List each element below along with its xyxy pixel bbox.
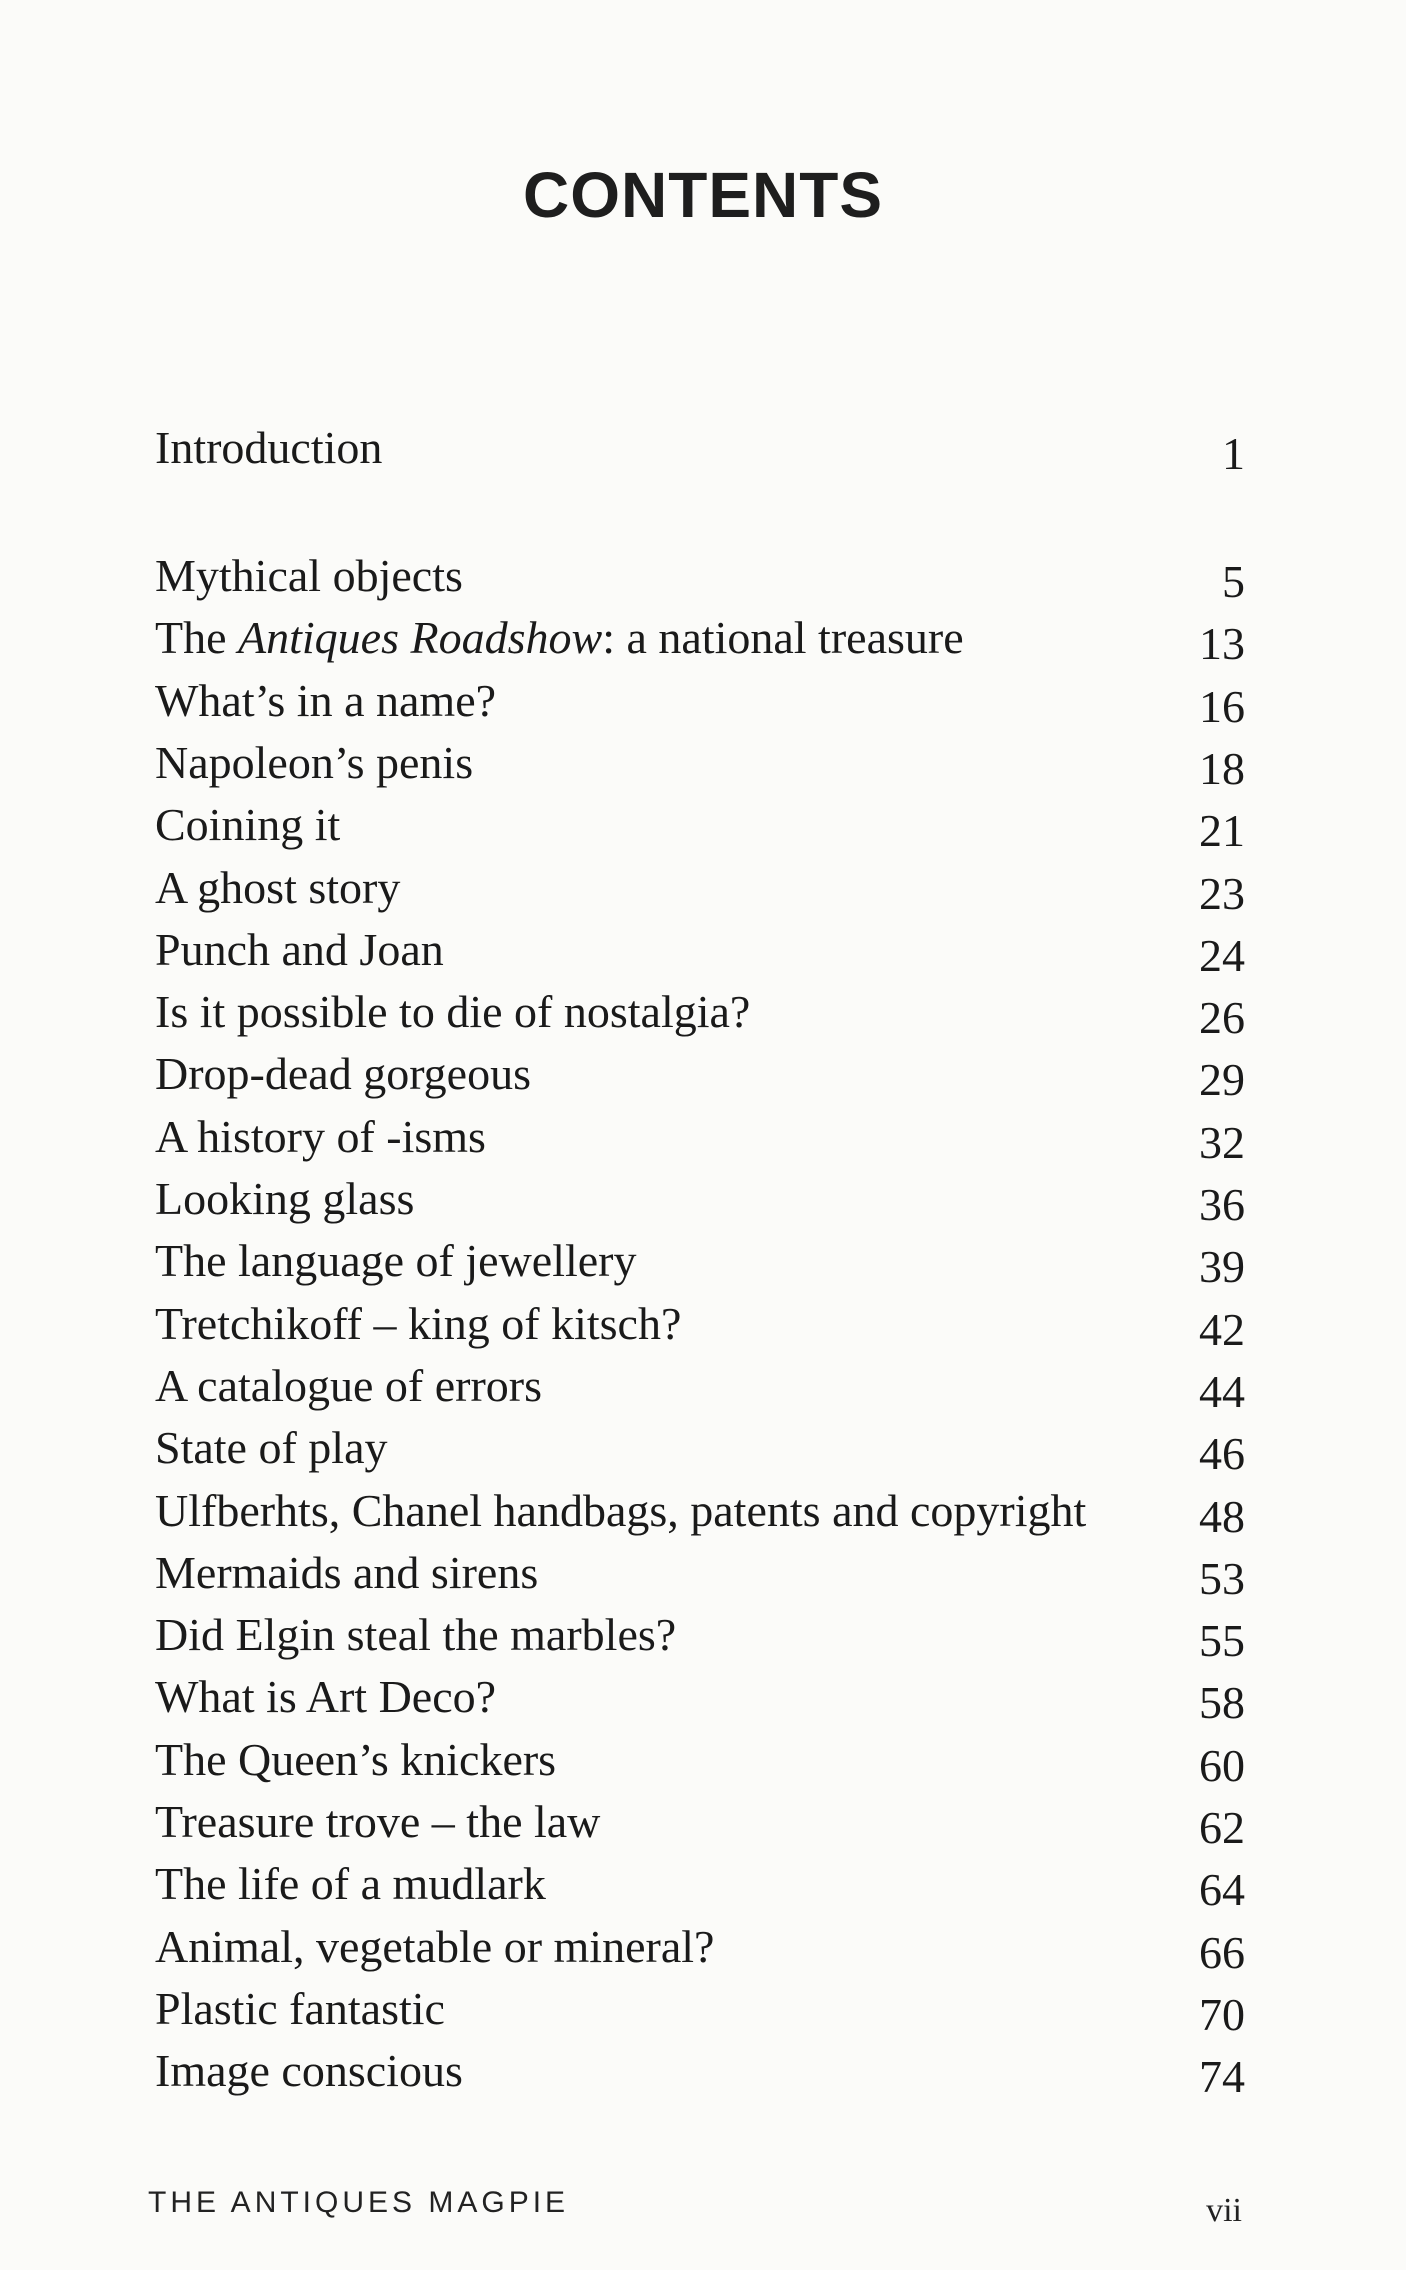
toc-entry-title <box>155 1483 1086 1539</box>
toc-entry <box>155 1233 1245 1292</box>
toc-entry-page: 42 <box>1199 1304 1245 1355</box>
toc-entry-title-text: Napoleon’s penis <box>155 737 474 788</box>
toc-entry <box>155 1296 1245 1355</box>
page-title-text: CONTENTS <box>523 159 883 231</box>
toc-entry-title-text: A ghost story <box>155 862 401 913</box>
toc-entry-title <box>155 1420 388 1476</box>
toc-entry-title-text: Punch and Joan <box>155 924 444 975</box>
toc-entry-title <box>155 1358 542 1414</box>
toc-entry <box>155 1358 1245 1417</box>
toc-entry-page: 62 <box>1199 1802 1245 1853</box>
toc-entry-page: 53 <box>1199 1553 1245 1604</box>
toc-entry-title <box>155 1046 531 1102</box>
toc-entry-page: 39 <box>1199 1241 1245 1292</box>
toc-entry-page: 18 <box>1199 743 1245 794</box>
toc-entry-title <box>155 735 473 791</box>
toc-entry-title <box>155 1669 496 1725</box>
toc-entry-page: 46 <box>1199 1428 1245 1479</box>
toc-entry <box>155 1981 1245 2040</box>
toc-entry-page: 23 <box>1199 868 1245 919</box>
toc-entry-page: 70 <box>1199 1989 1245 2040</box>
toc-entry-page: 16 <box>1199 681 1245 732</box>
toc-entry-page: 24 <box>1199 930 1245 981</box>
toc-entry-title-text: Looking glass <box>155 1173 415 1224</box>
toc-entry <box>155 1794 1245 1853</box>
toc-entry-page: 21 <box>1199 805 1245 856</box>
toc-entry-title <box>155 2043 463 2099</box>
toc-entry-page: 58 <box>1199 1677 1245 1728</box>
toc-entry-title <box>155 1233 637 1289</box>
page-title <box>0 158 1406 232</box>
toc-entry <box>155 922 1245 981</box>
toc-entry-title <box>155 1171 414 1227</box>
running-footer-title: THE ANTIQUES MAGPIE <box>148 2186 570 2219</box>
folio-page-number: vii <box>1206 2192 1242 2229</box>
toc-entry <box>155 1420 1245 1479</box>
toc-entry-title-text: Plastic fantastic <box>155 1983 445 2034</box>
toc-entry <box>155 860 1245 919</box>
toc-entry-page: 55 <box>1199 1615 1245 1666</box>
toc-entry <box>155 1919 1245 1978</box>
toc-entry-page: 32 <box>1199 1117 1245 1168</box>
toc-entry-title-text: State of play <box>155 1422 388 1473</box>
toc-entry-title-text: The life of a mudlark <box>155 1858 546 1909</box>
toc-entry-title-text: What’s in a name? <box>155 675 497 726</box>
toc-entry-title-text: The Queen’s knickers <box>155 1734 557 1785</box>
toc-entry-title <box>155 1296 681 1352</box>
toc-entry <box>155 610 1245 669</box>
toc-entry-title-text: Is it possible to die of nostalgia? <box>155 986 751 1037</box>
toc-entry-title <box>155 1919 714 1975</box>
toc-entry-title-text: A catalogue of errors <box>155 1360 543 1411</box>
toc-entry-title <box>155 610 964 666</box>
toc-entry <box>155 735 1245 794</box>
toc-entry-title <box>155 1607 676 1663</box>
toc-entry-page: 60 <box>1199 1740 1245 1791</box>
toc-entry-page: 36 <box>1199 1179 1245 1230</box>
toc-entry-title <box>155 673 496 729</box>
toc-entry <box>155 1171 1245 1230</box>
toc-entry <box>155 1109 1245 1168</box>
toc-entry-page: 1 <box>1222 428 1245 479</box>
toc-entry <box>155 2043 1245 2102</box>
toc-entry-title-text: Did Elgin steal the marbles? <box>155 1609 677 1660</box>
toc-entry-page: 29 <box>1199 1054 1245 1105</box>
toc-entry-title: Introduction <box>155 422 383 473</box>
toc-entry-title <box>155 1545 538 1601</box>
toc-entry-title-text: What is Art Deco? <box>155 1671 497 1722</box>
toc-entry <box>155 1483 1245 1542</box>
toc-entry-title-text: Animal, vegetable or mineral? <box>155 1921 715 1972</box>
toc-entry-title-text: Mermaids and sirens <box>155 1547 539 1598</box>
toc-entry-introduction <box>155 420 1245 479</box>
toc-entry-page: 66 <box>1199 1927 1245 1978</box>
toc-entry <box>155 1856 1245 1915</box>
toc-entry-page: 13 <box>1199 618 1245 669</box>
toc-entry-title-italic: Antiques Roadshow <box>238 612 603 663</box>
toc-entry-title <box>155 1794 600 1850</box>
toc-entry-title-text: The language of jewellery <box>155 1235 637 1286</box>
toc-entry <box>155 1545 1245 1604</box>
toc-entry-page: 44 <box>1199 1366 1245 1417</box>
toc-entry-title-suffix: : a national treasure <box>602 612 964 663</box>
toc-entry-title <box>155 860 400 916</box>
toc-entry <box>155 1669 1245 1728</box>
toc-entry <box>155 1046 1245 1105</box>
toc-entry-title-text: Ulfberhts, Chanel handbags, patents and copyright <box>155 1485 1087 1536</box>
toc-entry-title-text: Mythical objects <box>155 550 463 601</box>
toc-entry-title <box>155 1981 445 2037</box>
toc-entry-page: 5 <box>1222 556 1245 607</box>
toc-entry-title <box>155 1856 546 1912</box>
toc-entry-title-text: Drop-dead gorgeous <box>155 1048 531 1099</box>
toc-entry-title-text: Tretchikoff – king of kitsch? <box>155 1298 682 1349</box>
toc-entry-title <box>155 797 340 853</box>
toc-entry-page: 26 <box>1199 992 1245 1043</box>
toc-entry-title-text: The <box>155 612 239 663</box>
toc-entry-page: 74 <box>1199 2051 1245 2102</box>
toc-entry-title <box>155 1732 556 1788</box>
toc-entry-title <box>155 984 750 1040</box>
toc-entry-title <box>155 1109 486 1165</box>
toc-entry <box>155 548 1245 607</box>
toc-entry <box>155 1732 1245 1791</box>
toc-entry-title <box>155 922 444 978</box>
toc-entry-title-text: Coining it <box>155 799 341 850</box>
toc-entry <box>155 984 1245 1043</box>
toc-entry-page: 48 <box>1199 1491 1245 1542</box>
toc-entry-title-text: Image conscious <box>155 2045 463 2096</box>
toc-entry-title-text: A history of -isms <box>155 1111 486 1162</box>
toc-entry-page: 64 <box>1199 1864 1245 1915</box>
toc-entry-title <box>155 548 463 604</box>
toc-entry-title-text: Treasure trove – the law <box>155 1796 601 1847</box>
toc-entry <box>155 673 1245 732</box>
toc-entry <box>155 797 1245 856</box>
toc-entry <box>155 1607 1245 1666</box>
